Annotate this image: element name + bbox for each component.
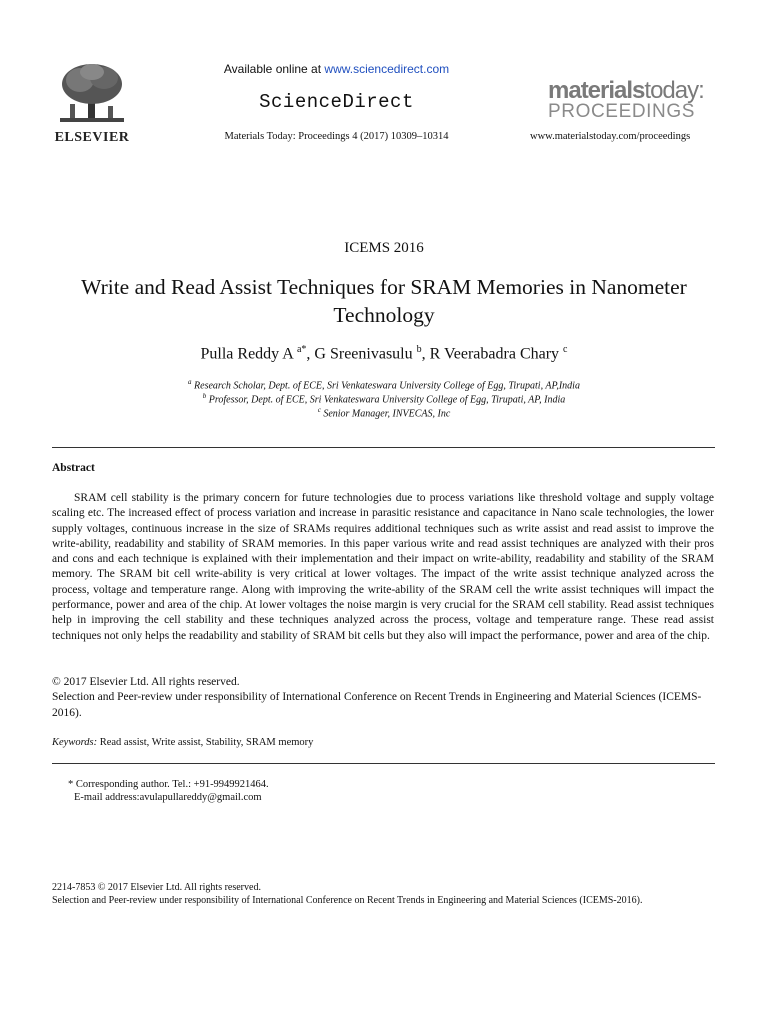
affiliation xyxy=(0,406,768,419)
copyright-line: © 2017 Elsevier Ltd. All rights reserved. xyxy=(52,676,240,688)
keywords-label: Keywords: xyxy=(52,737,98,748)
keywords-list: Read assist, Write assist, Stability, SRAM memory xyxy=(97,737,314,748)
journal-reference: Materials Today: Proceedings 4 (2017) 10309–10314 xyxy=(224,131,449,142)
conference-name: ICEMS 2016 xyxy=(344,240,424,256)
availability-prefix: Available online at xyxy=(223,62,325,76)
copyright-block xyxy=(52,675,714,721)
affiliation xyxy=(0,378,768,391)
footer xyxy=(52,881,714,908)
journal-url[interactable]: www.materialstoday.com/proceedings xyxy=(530,131,691,142)
affiliation-text: Senior Manager, INVECAS, Inc xyxy=(323,408,451,420)
affiliation-text: Professor, Dept. of ECE, Sri Venkateswara University College of Egg, Tirupati, AP, India xyxy=(208,394,566,406)
paper-title: Write and Read Assist Techniques for SRAM Memories in Nanometer Technology xyxy=(81,275,687,327)
abstract-text: SRAM cell stability is the primary concern for future technologies due to process variations like threshold voltage and supply voltage scaling etc. The increased effect of process variation and increase in parasitic resistance and capacitance in Nano scale technologies, the lower supply voltages, continuous increase in the size of SRAMs requires additional techniques such as write assist and read assist to improve the write-ability, readability and stability of SRAM memories. In this paper various write and read assist techniques are analyzed with their pros and cons and each technique is explained with their implementation and their impact on write-ability, readability and stability of the SRAM memory. The SRAM bit cell write-ability is very critical at lower voltages. The impact of the write assist technique analyzed across the process, voltage and temperature range. Along with improving the write-ability of the SRAM cell the write assist techniques will impact the performance, power and area of the chip. At lower voltages the noise margin is very crucial for the SRAM cell stability. Read assist techniques help in improving the cell stability and these techniques analyzed across the process, voltage and temperature range. These read assist techniques not only helps the readability and stability of SRAM bit cells but they also will impact the performance, power and area of the chip. xyxy=(52,492,714,642)
mt-logo-bold: materials xyxy=(548,77,645,104)
affiliation-text: Research Scholar, Dept. of ECE, Sri Venkateswara University College of Egg, Tirupati, AP,India xyxy=(194,380,580,392)
author-separator: , xyxy=(306,345,315,363)
author-affil-mark: b xyxy=(416,344,422,355)
availability-line xyxy=(0,62,673,76)
author-name: R Veerabadra Chary xyxy=(429,345,560,363)
keywords-line xyxy=(52,737,313,748)
abstract-heading: Abstract xyxy=(52,462,95,474)
footer-peer-review: Selection and Peer-review under responsibility of International Conference on Recent Trends in Engineering and Material Sciences (ICEMS-2016). xyxy=(52,895,643,907)
sciencedirect-wordmark: ScienceDirect xyxy=(259,91,414,113)
author-affil-mark: a* xyxy=(296,344,307,355)
divider xyxy=(52,763,715,764)
mt-logo-sub: PROCEEDINGS xyxy=(548,101,696,122)
corresponding-author: * Corresponding author. Tel.: +91-9949921464. xyxy=(68,779,269,790)
publisher-name: ELSEVIER xyxy=(54,130,130,145)
affiliation-mark: b xyxy=(202,392,207,400)
author-name: G Sreenivasulu xyxy=(314,345,413,363)
sciencedirect-link[interactable]: www.sciencedirect.com xyxy=(324,62,450,76)
author-list xyxy=(0,344,768,363)
author-affil-mark: c xyxy=(563,344,568,355)
mt-logo-top xyxy=(548,77,708,104)
peer-review-note: Selection and Peer-review under responsibility of International Conference on Recent Trends in Engineering and Material Sciences (ICEMS-2016). xyxy=(52,691,702,719)
author-email: E-mail address:avulapullareddy@gmail.com xyxy=(74,792,262,803)
mt-logo-light: today: xyxy=(644,77,704,104)
author-name: Pulla Reddy A xyxy=(200,345,293,363)
affiliation-mark: c xyxy=(317,406,321,414)
affiliation xyxy=(0,392,768,405)
affiliation-mark: a xyxy=(188,378,192,386)
footer-issn-copyright: 2214-7853 © 2017 Elsevier Ltd. All rights reserved. xyxy=(52,882,261,893)
materials-today-logo xyxy=(548,77,708,122)
divider xyxy=(52,447,715,448)
author-separator: , xyxy=(421,345,430,363)
